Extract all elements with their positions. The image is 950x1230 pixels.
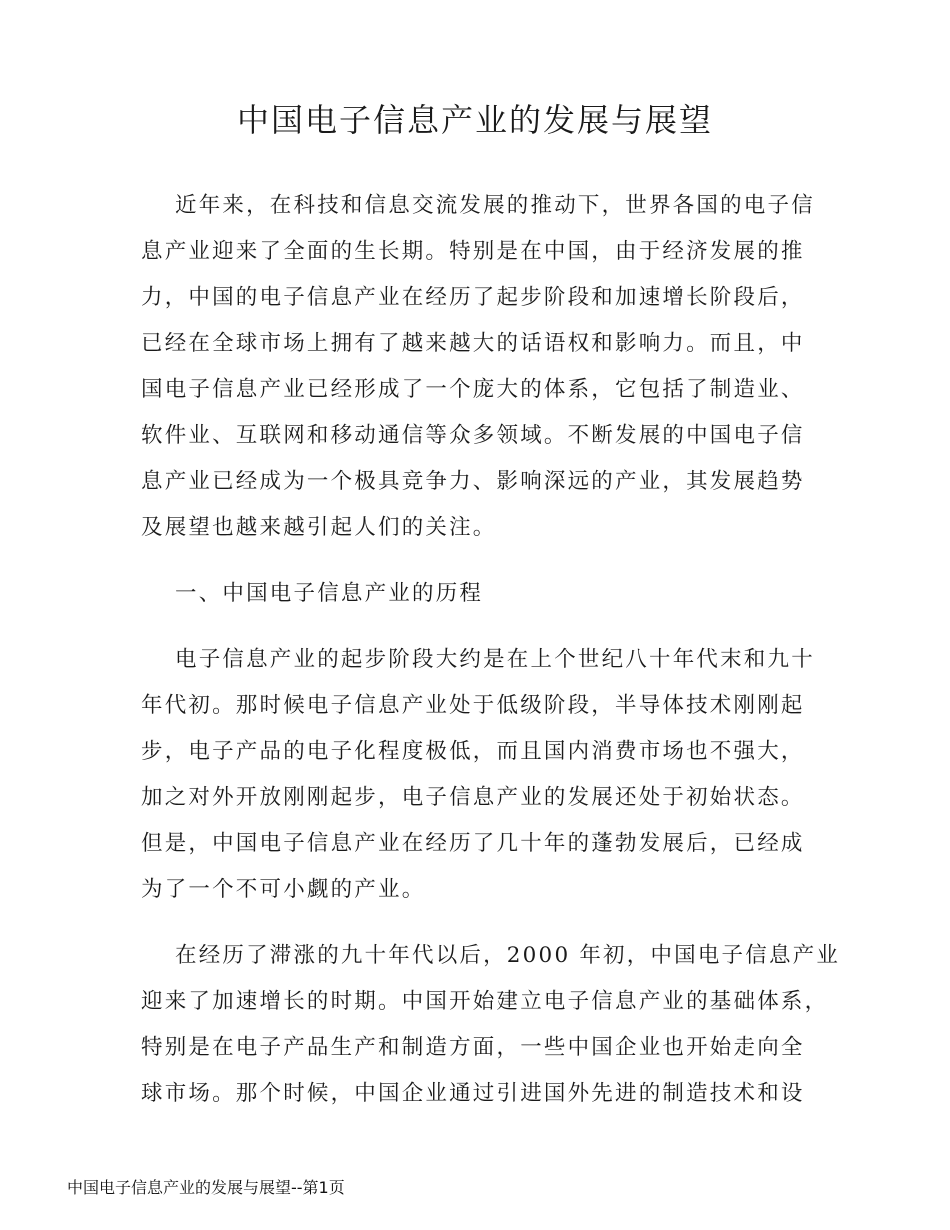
paragraph-gap: [141, 617, 841, 637]
page-footer: 中国电子信息产业的发展与展望--第1页: [67, 1178, 345, 1197]
text-line: 加之对外开放刚刚起步，电子信息产业的发展还处于初始状态。: [141, 785, 805, 810]
text-line: 年代初。那时候电子信息产业处于低级阶段，半导体技术刚刚起: [141, 693, 805, 718]
text-line: 力，中国的电子信息产业在经历了起步阶段和加速增长阶段后，: [141, 285, 805, 310]
text-line: 电子信息产业的起步阶段大约是在上个世纪八十年代末和九十: [175, 647, 815, 672]
section-heading: 一、中国电子信息产业的历程: [175, 581, 484, 606]
text-line: 息产业已经成为一个极具竞争力、影响深远的产业，其发展趋势: [141, 469, 805, 494]
text-line: 特别是在电子产品生产和制造方面，一些中国企业也开始走向全: [141, 1035, 805, 1060]
text-line: 及展望也越来越引起人们的关注。: [141, 515, 497, 540]
text-line: 迎来了加速增长的时期。中国开始建立电子信息产业的基础体系，: [141, 989, 829, 1014]
text-line: 在经历了滞涨的九十年代以后，2000 年初，中国电子信息产业: [175, 943, 841, 968]
paragraph-history: [141, 637, 841, 913]
text-line: 球市场。那个时候，中国企业通过引进国外先进的制造技术和设: [141, 1081, 805, 1106]
text-line: 软件业、互联网和移动通信等众多领域。不断发展的中国电子信: [141, 423, 805, 448]
paragraph-growth: [141, 933, 841, 1117]
text-line: 为了一个不可小觑的产业。: [141, 877, 426, 902]
text-line: 息产业迎来了全面的生长期。特别是在中国，由于经济发展的推: [141, 239, 805, 264]
text-line: 但是，中国电子信息产业在经历了几十年的蓬勃发展后，已经成: [141, 831, 805, 856]
text-line: 国电子信息产业已经形成了一个庞大的体系，它包括了制造业、: [141, 377, 805, 402]
document-title: 中国电子信息产业的发展与展望: [236, 101, 713, 139]
text-line: 已经在全球市场上拥有了越来越大的话语权和影响力。而且，中: [141, 331, 805, 356]
text-line: 步，电子产品的电子化程度极低，而且国内消费市场也不强大，: [141, 739, 805, 764]
paragraph-intro: [141, 183, 841, 551]
document-body: [141, 183, 841, 1117]
text-line: 近年来，在科技和信息交流发展的推动下，世界各国的电子信: [175, 193, 815, 218]
paragraph-gap: [141, 913, 841, 933]
paragraph-gap: [141, 551, 841, 571]
